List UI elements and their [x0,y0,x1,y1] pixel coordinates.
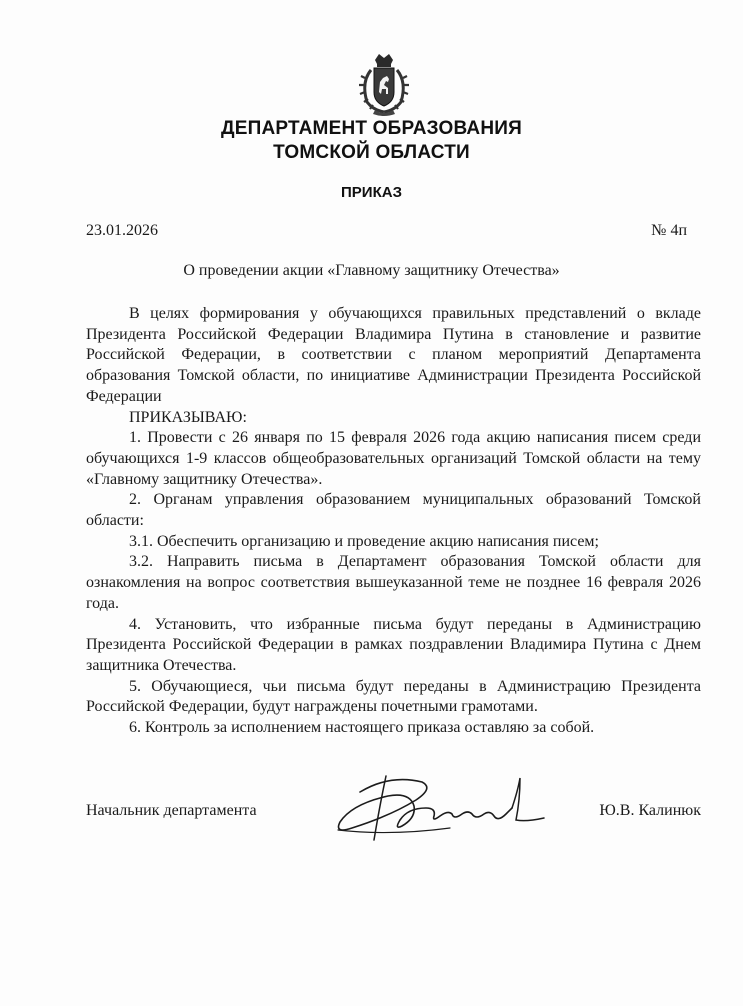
org-name-line1: ДЕПАРТАМЕНТ ОБРАЗОВАНИЯ [221,118,522,139]
signature-block [86,798,701,858]
order-subject: О проведении акции «Главному защитнику Отечества» [183,262,560,279]
signatory-role: Начальник департамента [86,802,257,819]
handwritten-signature-icon [330,770,548,846]
order-number: № 4п [651,222,687,239]
org-name-line2: ТОМСКОЙ ОБЛАСТИ [273,142,470,163]
preamble-paragraph: В целях формирования у обучающихся правильных представлений о вкладе Президента Российской Федерации Владимира Путина в становление и развитие Российской Федерации, в соответствии с планом мероприятий Департамента образования Томской области, по инициативе Администрации Президента Российской Федерации [86,305,701,405]
tomsk-region-coat-of-arms-icon [353,52,415,118]
order-item-2: 2. Органам управления образованием муниципальных образований Томской области: [86,491,701,530]
order-item-1: 1. Провести с 26 января по 15 февраля 2026 года акцию написания писем среди обучающихся 1-9 классов общеобразовательных организаций Томской области на тему «Главному защитнику Отечества». [86,429,701,488]
order-item-6: 6. Контроль за исполнением настоящего приказа оставляю за собой. [129,719,595,737]
order-item-3-2: 3.2. Направить письма в Департамент образования Томской области для ознакомления на вопрос соответствия вышеуказанной теме не позднее 16 февраля 2026 года. [86,553,701,612]
order-item-4: 4. Установить, что избранные письма будут переданы в Администрацию Президента Российской Федерации в рамках поздравлении Владимира Путина с Днем защитника Отечества. [86,615,701,674]
order-date: 23.01.2026 [86,222,158,239]
order-item-3-1: 3.1. Обеспечить организацию и проведение акцию написания писем; [129,532,599,550]
doc-type-title: ПРИКАЗ [341,184,402,201]
order-keyword: ПРИКАЗЫВАЮ: [129,408,247,426]
signatory-name: Ю.В. Калинюк [599,802,701,819]
order-item-5: 5. Обучающиеся, чьи письма будут переданы в Администрацию Президента Российской Федерации, будут награждены почетными грамотами. [86,677,701,716]
order-body [86,304,701,739]
